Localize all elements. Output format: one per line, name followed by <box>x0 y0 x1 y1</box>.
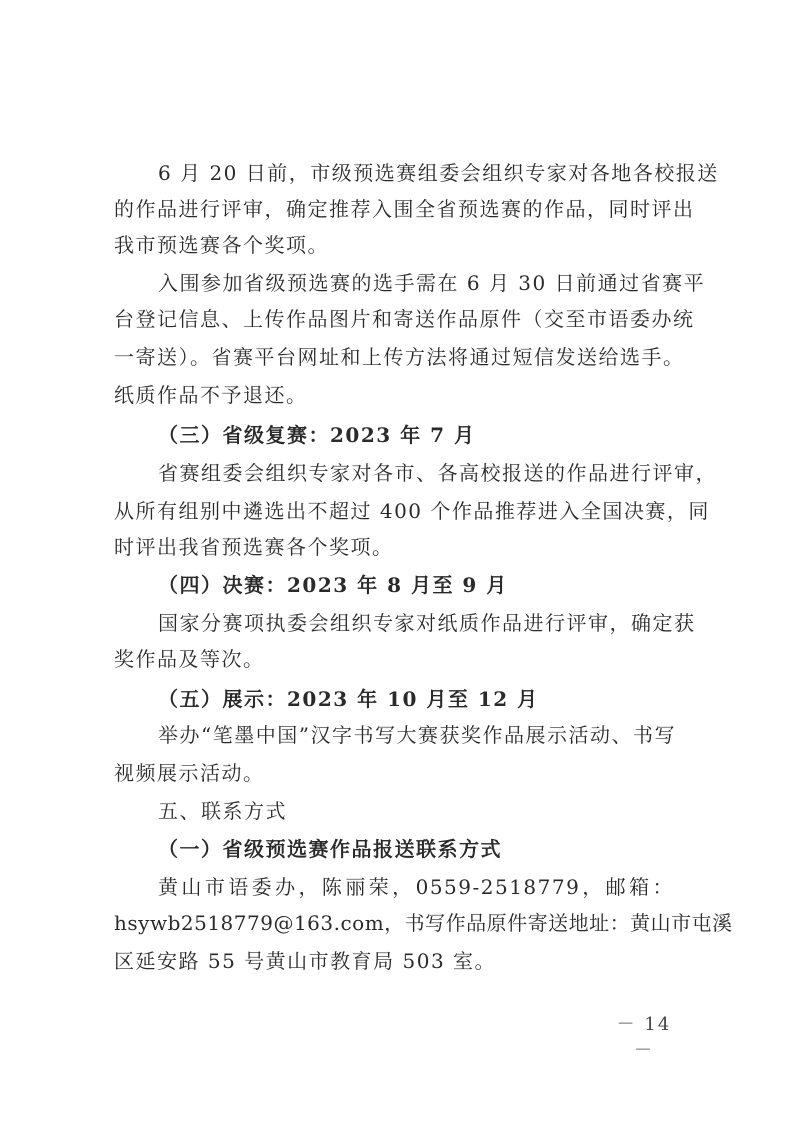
paragraph-line: 视频展示活动。 <box>114 761 265 785</box>
paragraph-line: 举办“笔墨中国”汉字书写大赛获奖作品展示活动、书写 <box>158 723 676 747</box>
contact-line: hsywb2518779@163.com，书写作品原件寄送地址：黄山市屯溪 <box>114 911 733 935</box>
section-heading: 五、联系方式 <box>158 799 287 823</box>
paragraph-line: 国家分赛项执委会组织专家对纸质作品进行评审，确定获 <box>158 611 696 635</box>
paragraph-line: 一寄送）。省赛平台网址和上传方法将通过短信发送给选手。 <box>114 345 685 369</box>
page-number: － 14 － <box>616 1014 672 1061</box>
paragraph-line: 从所有组别中遴选出不超过 400 个作品推荐进入全国决赛，同 <box>114 499 710 523</box>
sub-section-heading: （一）省级预选赛作品报送联系方式 <box>158 837 502 861</box>
section-heading: （三）省级复赛：2023 年 7 月 <box>158 423 476 447</box>
paragraph-line: 纸质作品不予退还。 <box>114 383 308 407</box>
contact-line: 区延安路 55 号黄山市教育局 503 室。 <box>114 949 497 973</box>
section-heading: （四）决赛：2023 年 8 月至 9 月 <box>158 573 508 597</box>
paragraph-line: 台登记信息、上传作品图片和寄送作品原件（交至市语委办统 <box>114 307 695 331</box>
paragraph-line: 6 月 20 日前，市级预选赛组委会组织专家对各地各校报送 <box>158 161 719 185</box>
paragraph-line: 入围参加省级预选赛的选手需在 6 月 30 日前通过省赛平 <box>158 271 706 295</box>
paragraph-line: 的作品进行评审，确定推荐入围全省预选赛的作品，同时评出 <box>114 197 695 221</box>
paragraph-line: 省赛组委会组织专家对各市、各高校报送的作品进行评审， <box>158 461 717 485</box>
paragraph-line: 时评出我省预选赛各个奖项。 <box>114 535 394 559</box>
section-heading: （五）展示：2023 年 10 月至 12 月 <box>158 687 539 711</box>
contact-line: 黄山市语委办，陈丽荣，0559-2518779，邮箱： <box>158 875 674 899</box>
paragraph-line: 我市预选赛各个奖项。 <box>114 233 329 257</box>
paragraph-line: 奖作品及等次。 <box>114 647 265 671</box>
